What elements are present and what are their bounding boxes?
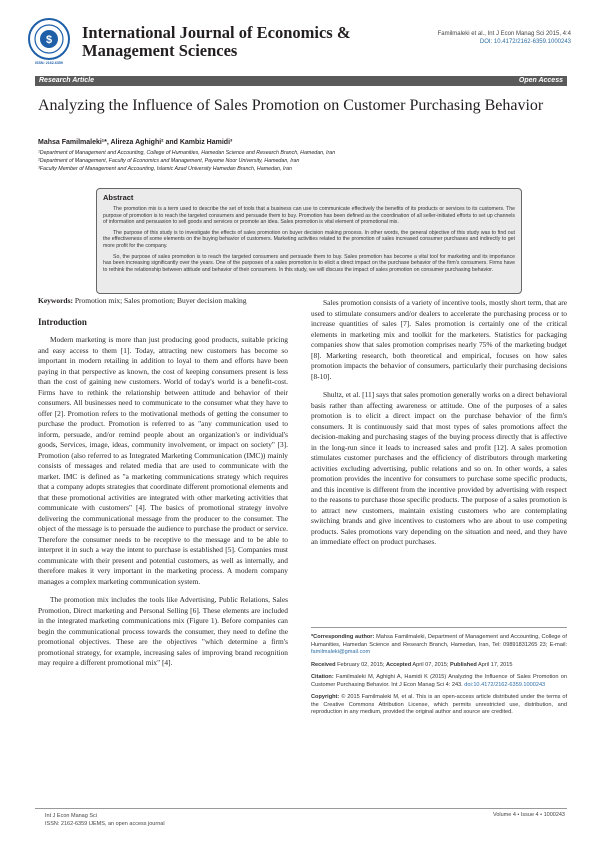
header-citation <box>438 30 571 46</box>
affiliation-2: ²Department of Management, Faculty of Economics and Management, Payame Noor University, Hamedan, Iran <box>38 158 300 164</box>
logo-issn: ISSN: 2162-6359 <box>35 61 63 65</box>
abstract-heading: Abstract <box>103 193 134 202</box>
article-title: Analyzing the Influence of Sales Promotion on Customer Purchasing Behavior <box>38 97 544 114</box>
divider <box>311 627 567 628</box>
introduction-heading: Introduction <box>38 317 87 327</box>
affiliation-1: ¹Department of Management and Accounting, College of Humanities, Hamedan Science and Research Branch, Hamedan, Iran <box>38 150 336 156</box>
body-paragraph: Modern marketing is more than just producing good products, suitable pricing and easy access to them [1]. Today, attracting new customers has become so important in modern retailing in addition to loyal to them and efforts have been paying in that perspective as known, the cost of keeping consumers present is less than the cost of gaining new customers. World of today's world is a benefit-cost. Firms have to rethink the relationship between attitude and behavior of their consumers. All businesses need to communicate to the consumer what they have to offer [2]. Promotion refers to the motivational methods of getting the consumer to purchase the product. Promotion is referred to as "any communication used to inform, persuade, and/or remind people about an organization's or individual's goods, Services, image, ideas, community involvement, or impact on society" [3]. Promotion (also referred to as Integrated Marketing Communication (IMC)) mainly consists of messages and related media that are used to communicate with the market. IMC is defined as "a marketing communications strategy which requires that a company adopts strategies that coordinate different promotional elements and that these promotional activities are integrated with other marketing activities that communicate with customers" [4]. The basics of promotional strategy involve delivering the communicational message from the producer to the consumer. The object of the message is to persuade the audience to purchase the product or service. Therefore the consumer needs to be receptive to the message and to be able to interpret it in such a way the intent to purchase is established [5]. Companies must communicate with their present and potential customers, as well as internally, and therefore makes it very important in the marketing process. A modern company manages a complex marketing communication system. <box>38 335 288 586</box>
corresponding-label: *Corresponding author: <box>311 634 375 640</box>
citation-label: Citation: <box>311 674 334 680</box>
footer-issn: ISSN: 2162-6359 IJEMS, an open access journal <box>45 821 165 827</box>
right-column <box>311 298 567 556</box>
corresponding-author <box>311 634 567 657</box>
body-paragraph: Sales promotion consists of a variety of incentive tools, mostly short term, that are used to stimulate consumers and/or dealers to accelerate the purchasing process or to increase quantities of sales [7]. Sales promotion is certainly one of the critical elements in marketing mix and toolkit for the marketers. Statistics for packaging companies show that sales promotion comprises nearly 75% of the marketing budget [8]. Marketing research, both theoretical and empirical, focuses on how sales promotion impacts the behavior of consumers, particularly their purchasing decisions [8-10]. <box>311 298 567 381</box>
article-type-label: Research Article <box>39 77 94 84</box>
accepted-date: April 07, 2015; <box>411 661 451 668</box>
authors: Mahsa Familmaleki¹*, Alireza Aghighi² and Kambiz Hamidi³ <box>38 139 233 146</box>
copyright-block <box>311 694 567 717</box>
footer-journal: Int J Econ Manag Sci <box>45 813 97 819</box>
received-date: February 02, 2015; <box>335 661 386 668</box>
published-label: Published <box>450 661 477 668</box>
keywords-text: Promotion mix; Sales promotion; Buyer decision making <box>73 296 247 305</box>
open-access-label: Open Access <box>518 77 563 84</box>
body-paragraph: The promotion mix includes the tools like Advertising, Public Relations, Sales Promotion, Direct marketing and Personal Selling [6]. These elements are included in the integrated marketing communications mix (Figure 1). Before companies can begin the communicational process towards the consumer, they need to define the promotional objectives. These are the objectives "which determine a firm's promotional strategy, for example, increasing sales of improving brand recognition may require a different promotional mix" [4]. <box>38 595 288 667</box>
journal-title <box>82 24 351 60</box>
body-paragraph: Shultz, et al. [11] says that sales promotion generally works on a direct behavioral basis rather than affecting awareness or attitude. One of the purposes of a sales promotion is to elicit a direct impact on the purchase behavior of the firm's consumers. It is continuously said that most types of sales promotions affect the decision-making and purchasing stages of the buying process directly that is affective in the long-run since it leads to increased sales and profit [12]. A sales promotion stimulates customer purchases and the efficiency of distributors through marketing activities excluding advertising, public relations and so on. In other words, a sales promotion provides the incentive for consumers to purchase some specific products, and this incentive is different from the incentive provided by advertising with respect to the reasons to purchase those specific products. The purpose of a sales promotion is to attract new customers, maintain existing customers who are contemplating switching brands and give incentives to customers who are about to use competing products. Sales promotions vary depending on the situation and need, and they have an immediate effect on product purchases. <box>311 390 567 546</box>
published-date: April 17, 2015 <box>476 661 513 668</box>
doi-link[interactable]: DOI: 10.4172/2162-6359.1000243 <box>479 39 571 45</box>
citation-text: Familmaleki et al., Int J Econ Manag Sci 2015, 4:4 <box>437 31 571 37</box>
received-label: Received <box>311 661 336 668</box>
abstract-paragraph: The purpose of this study is to investigate the effects of sales promotion on buyer decision making process. In other words, the general objective of this study was to find out the effectiveness of some elements on the buying behavior of customers. Marketing activities related to the promotion of sales increased consumer purchases and indirectly to get more profit for the company. <box>103 229 515 249</box>
correspondence-block <box>311 634 567 722</box>
copyright-text: © 2015 Familmaleki M, et al. This is an open-access article distributed under the terms of the Creative Commons Attribution License, which permits unrestricted use, distribution, and reproduction in any medium, provided the original author and source are credited. <box>311 694 567 715</box>
journal-title-line1: International Journal of Economics & <box>82 23 351 42</box>
citation-body: Familmaleki M, Aghighi A, Hamidi K (2015) Analyzing the Influence of Sales Promotion on Customer Purchasing Behavior. Int J Econ Manag Sci 4: 243. <box>311 674 567 688</box>
dates <box>311 662 567 670</box>
footer-divider <box>35 808 567 809</box>
affiliation-3: ³Faculty Member of Management and Accounting, Islamic Azad University Hamedan Branch, Hamedan, Iran <box>38 166 292 172</box>
journal-title-line2: Management Sciences <box>82 41 238 60</box>
accepted-label: Accepted <box>385 661 412 668</box>
corresponding-text: Mahsa Familmaleki, Department of Management and Accounting, College of Humanities, Hamedan Science and Research Branch, Hamedan, Iran, Tel: 09891831265 23; E-mail: <box>311 634 567 648</box>
abstract-paragraph: The promotion mix is a term used to describe the set of tools that a business can use to communicate effectively the benefits of its products or services to its customers. The purpose of promotion is to reach the targeted consumers and persuade them to buy. Promotion has been defined as the coordination of all seller-initiated efforts to set up channels of information and persuasion to sell goods and services or promote an idea. Sales promotion is vital element of promotional mix. <box>103 206 515 226</box>
left-column <box>38 335 288 677</box>
citation-block <box>311 674 567 689</box>
citation-doi-link[interactable]: doi:10.4172/2162-6359.1000243 <box>464 681 546 688</box>
journal-logo <box>28 18 70 60</box>
keywords <box>38 296 247 305</box>
footer-left <box>45 812 165 828</box>
abstract-box <box>96 188 522 294</box>
footer-volume: Volume 4 • Issue 4 • 1000243 <box>492 812 565 818</box>
svg-text:$: $ <box>45 34 53 46</box>
copyright-label: Copyright: <box>311 694 340 700</box>
article-banner <box>35 76 567 86</box>
abstract-paragraph: So, the purpose of sales promotion is to reach the targeted consumers and persuade them to buy. Sales promotion has become a vital tool for marketing and its importance has been increasing significantly over the years. One of the purposes of a sales promotion is to elicit a direct impact on the purchase behavior of the firm's consumers. Firms have to rethink the relationship between attitude and behavior of their consumers. In this study, we will discuss the impact of sales promotion on consumer purchasing behavior. <box>103 253 515 273</box>
email-link[interactable]: familmaleki@gmail.com <box>311 649 371 655</box>
keywords-label: Keywords: <box>38 296 73 305</box>
